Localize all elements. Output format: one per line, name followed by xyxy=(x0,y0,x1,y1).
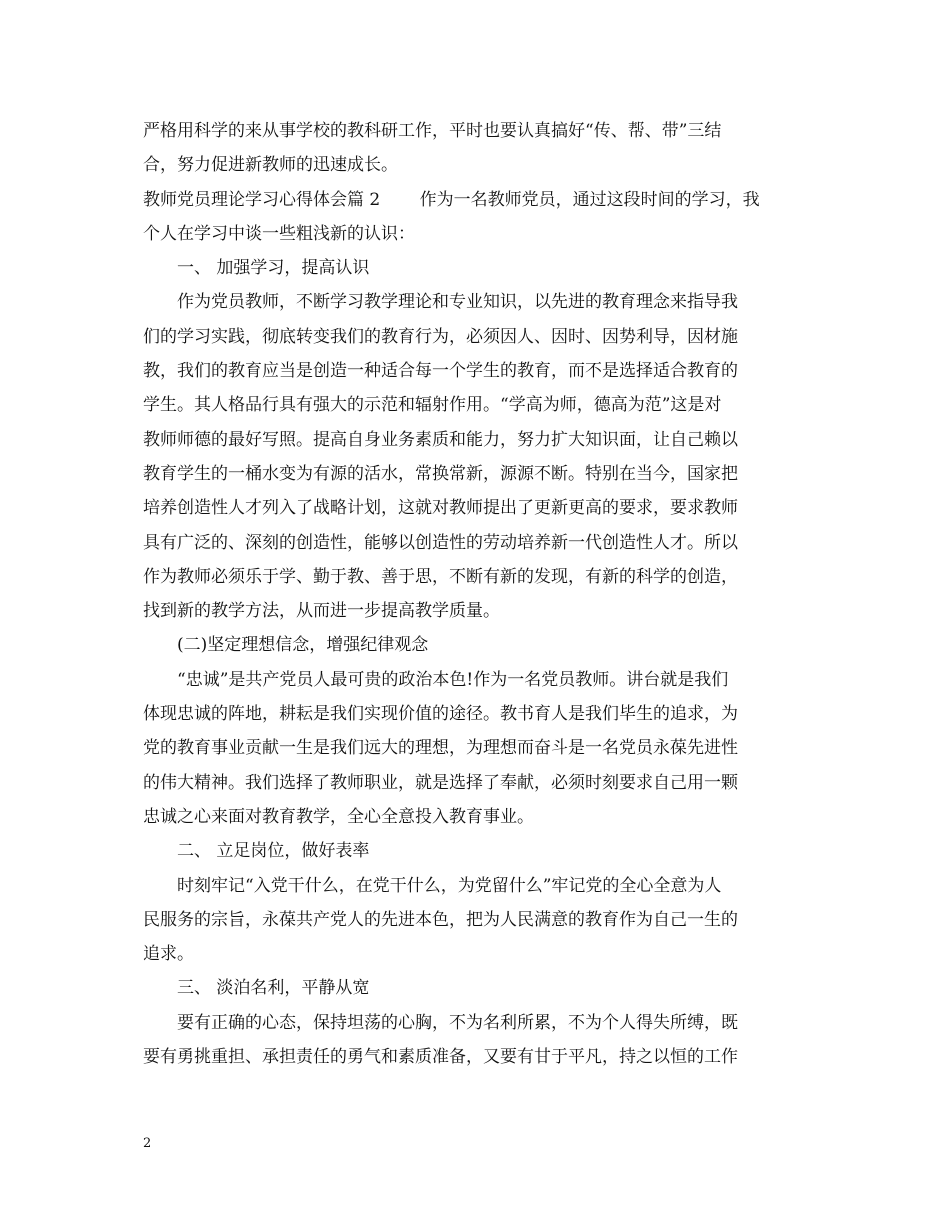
text-line: 培养创造性人才列入了战略计划，这就对教师提出了更新更高的要求，要求教师 xyxy=(143,498,738,519)
text-line: 们的学习实践，彻底转变我们的教育行为，必须因人、因时、因势利导，因材施 xyxy=(143,326,738,347)
text-line: 忠诚之心来面对教育教学，全心全意投入教育事业。 xyxy=(143,806,534,827)
text-line: 追求。 xyxy=(143,944,194,965)
text-line: 一、 加强学习，提高认识 xyxy=(177,258,370,279)
text-line: 的伟大精神。我们选择了教师职业，就是选择了奉献，必须时刻要求自己用一颗 xyxy=(143,772,738,793)
page-number: 2 xyxy=(143,1136,152,1151)
text-line: 学生。其人格品行具有强大的示范和辐射作用。“学高为师，德高为范”这是对 xyxy=(143,395,722,416)
text-line: 体现忠诚的阵地，耕耘是我们实现价值的途径。教书育人是我们毕生的追求，为 xyxy=(143,704,738,725)
text-line: 合，努力促进新教师的迅速成长。 xyxy=(143,155,398,176)
text-line: 找到新的教学方法，从而进一步提高教学质量。 xyxy=(143,601,500,622)
document-body xyxy=(143,114,813,1074)
text-line: 要有勇挑重担、承担责任的勇气和素质准备，又要有甘于平凡，持之以恒的工作 xyxy=(143,1047,738,1068)
text-line: (二)坚定理想信念，增强纪律观念 xyxy=(177,635,429,656)
text-line: 民服务的宗旨，永葆共产党人的先进本色，把为人民满意的教育作为自己一生的 xyxy=(143,909,738,930)
text-line: 教，我们的教育应当是创造一种适合每一个学生的教育，而不是选择适合教育的 xyxy=(143,361,738,382)
text-line: 时刻牢记“入党干什么，在党干什么，为党留什么”牢记党的全心全意为人 xyxy=(177,875,722,896)
text-line: 严格用科学的来从事学校的教科研工作，平时也要认真搞好“传、帮、带”三结 xyxy=(143,121,722,141)
text-line: 要有正确的心态，保持坦荡的心胸，不为名利所累，不为个人得失所缚，既 xyxy=(177,1012,738,1033)
text-line: 二、 立足岗位，做好表率 xyxy=(177,841,370,862)
text-line: 教师党员理论学习心得体会篇 2 作为一名教师党员，通过这段时间的学习，我 xyxy=(143,189,760,210)
text-line: 作为党员教师，不断学习教学理论和专业知识，以先进的教育理念来指导我 xyxy=(177,292,738,313)
text-line: 具有广泛的、深刻的创造性，能够以创造性的劳动培养新一代创造性人才。所以 xyxy=(143,532,738,553)
text-line: 三、 淡泊名利，平静从宽 xyxy=(177,978,370,999)
text-line: 教师师德的最好写照。提高自身业务素质和能力，努力扩大知识面，让自己赖以 xyxy=(143,429,738,450)
text-line: 个人在学习中谈一些粗浅新的认识： xyxy=(143,223,415,244)
text-line: 党的教育事业贡献一生是我们远大的理想，为理想而奋斗是一名党员永葆先进性 xyxy=(143,738,738,759)
text-line: 作为教师必须乐于学、勤于教、善于思，不断有新的发现，有新的科学的创造， xyxy=(143,566,738,587)
text-line: 教育学生的一桶水变为有源的活水，常换常新，源源不断。特别在当今，国家把 xyxy=(143,463,738,484)
text-line: “忠诚”是共产党员人最可贵的政治本色!作为一名党员教师。讲台就是我们 xyxy=(177,669,729,690)
